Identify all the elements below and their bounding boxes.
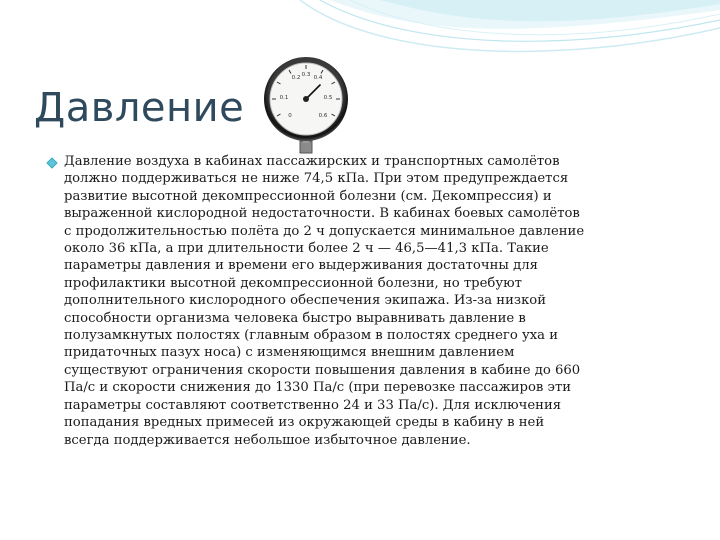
bullet-icon <box>46 157 57 168</box>
gauge-label: 0 <box>288 113 292 119</box>
pressure-gauge-image <box>260 55 352 155</box>
gauge-label: 0.6 <box>318 113 328 119</box>
gauge-label: 0.4 <box>313 75 323 81</box>
gauge-label: 0.5 <box>323 95 333 101</box>
gauge-label: 0.1 <box>279 95 289 101</box>
gauge-label: 0.2 <box>291 75 301 81</box>
slide-title: Давление <box>34 85 245 131</box>
gauge-label: 0.3 <box>301 72 311 78</box>
bullet-text: Давление воздуха в кабинах пассажирских и транспортных самолётов должно поддерживаться не ниже 74,5 кПа. При этом предупреждается развитие высотной декомпрессионной болезни (см. Декомпрессия) и выраженной кислородной недостаточности. В кабинах боевых самолётов с продолжительностью полёта до 2 ч допускается минимальное давление около 36 кПа, а при длительности более 2 ч — 46,5—41,3 кПа. Такие параметры давления и времени его выдерживания достаточны для профилактики высотной декомпрессионной болезни, но требуют дополнительного кислородного обеспечения экипажа. Из-за низкой способности организма человека быстро выравнивать давление в полузамкнутых полостях (главным образом в полостях среднего уха и придаточных пазух носа) с изменяющимся внешним давлением существуют ограничения скорости повышения давления в кабине до 660 Па/с и скорости снижения до 1330 Па/с (при перевозке пассажиров эти параметры составляют соответственно 24 и 33 Па/с). Для исключения попадания вредных примесей из окружающей среды в кабину в ней всегда поддерживается небольшое избыточное давление. <box>64 154 585 448</box>
